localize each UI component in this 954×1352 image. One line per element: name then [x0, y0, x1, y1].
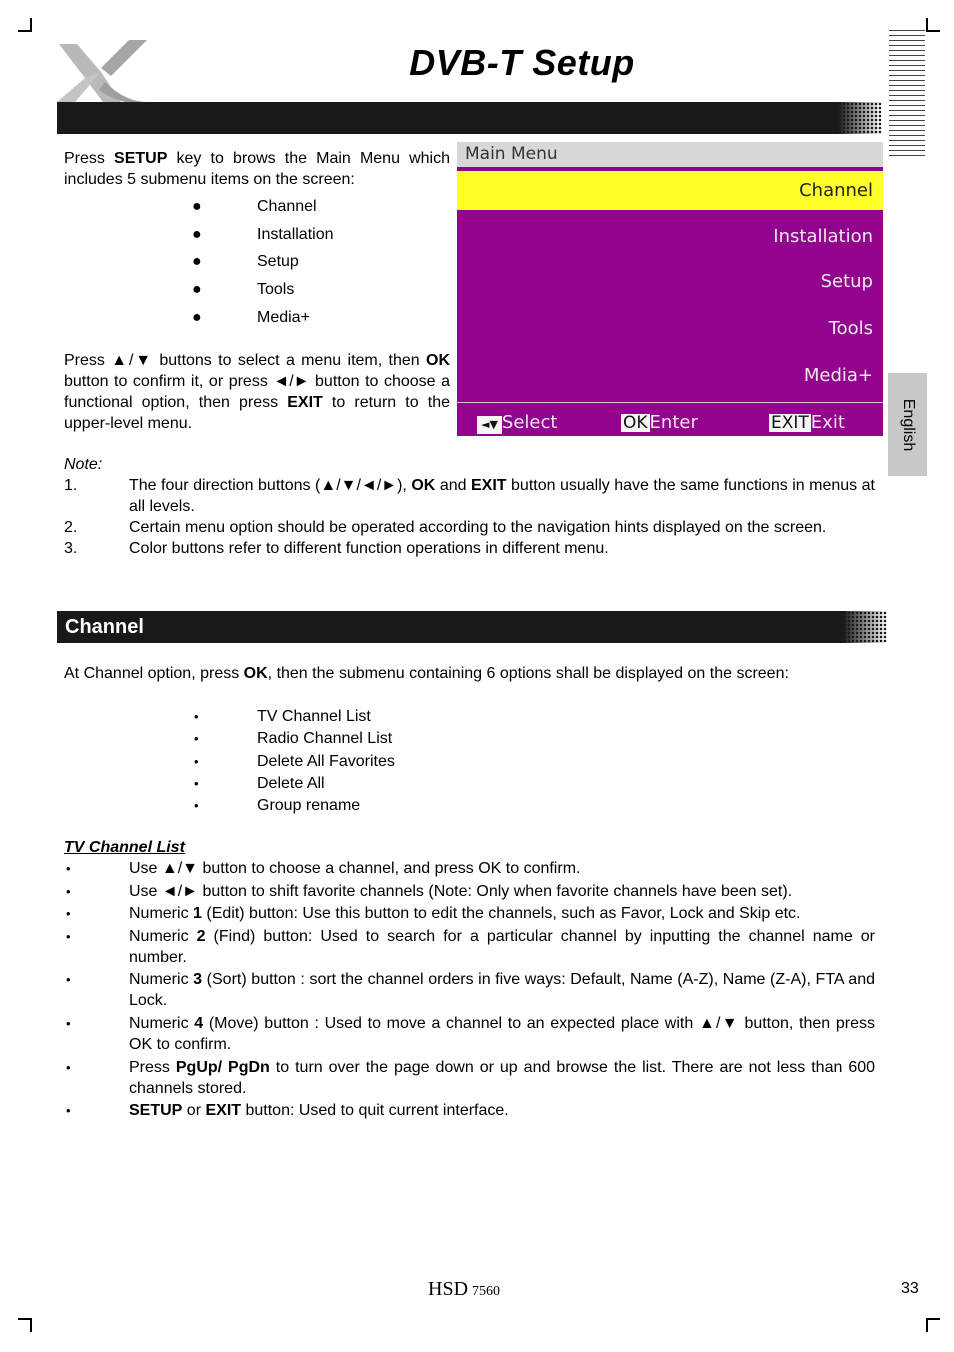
- list-item: • Use ◄/► button to shift favorite channels (Note: Only when favorite channels have been set).: [66, 882, 793, 900]
- page-number: 33: [901, 1280, 919, 1297]
- list-item: • SETUP or EXIT button: Used to quit current interface.: [66, 1102, 509, 1120]
- page-title: DVB-T Setup: [409, 42, 635, 83]
- menu-footer-enter: OK Enter: [623, 412, 698, 433]
- footer-brand: HSD 7560: [428, 1278, 501, 1300]
- list-item: • Numeric 4 (Move) button : Used to move a channel to an expected place with ▲/▼ button, then press OK to confirm.: [66, 1014, 875, 1053]
- menu-footer-exit: EXIT Exit: [771, 412, 845, 433]
- list-item: 2. Certain menu option should be operated according to the navigation hints displayed on the screen.: [64, 519, 827, 536]
- list-item: • Numeric 2 (Find) button: Used to search for a particular channel by inputting the channel name or number.: [66, 927, 875, 966]
- note-list: [64, 475, 875, 559]
- section-header-channel: [57, 611, 887, 643]
- menu-screen-item-setup: Setup: [820, 271, 873, 292]
- menu-screen-title: Main Menu: [457, 142, 883, 167]
- crop-mark-bottom-left: [18, 1318, 32, 1332]
- navigation-paragraph: Press ▲/▼ buttons to select a menu item, then OK button to confirm it, or press ◄/► button to choose a functional option, then press EXIT to return to the upper-level menu.: [64, 352, 450, 432]
- menu-screen-divider: [457, 402, 883, 403]
- menu-screen-item-installation: Installation: [773, 226, 873, 247]
- halftone-decoration: [838, 102, 882, 134]
- list-item: • Press PgUp/ PgDn to turn over the page down or up and browse the list. There are not less than 600 channels stored.: [66, 1058, 876, 1097]
- menu-screen-item-media: Media+: [803, 365, 873, 386]
- halftone-decoration: [843, 611, 887, 643]
- tv-channel-list-heading: TV Channel List: [64, 839, 185, 856]
- crop-mark-top-left: [18, 18, 32, 32]
- header-bar: [57, 102, 882, 134]
- intro-paragraph: Press SETUP key to brows the Main Menu which includes 5 submenu items on the screen:: [64, 150, 451, 188]
- channel-paragraph: At Channel option, press OK, then the submenu containing 6 options shall be displayed on the screen:: [64, 665, 789, 682]
- up-down-arrow-icon: ◄▼: [477, 416, 502, 434]
- menu-screen-item-channel: Channel: [799, 180, 873, 201]
- note-label: Note:: [64, 456, 103, 473]
- section-title: Channel: [65, 616, 144, 638]
- crop-mark-bottom-right: [926, 1318, 940, 1332]
- main-menu-screenshot: [457, 142, 883, 436]
- list-item: • Use ▲/▼ button to choose a channel, and press OK to confirm.: [66, 860, 581, 877]
- menu-footer-select: ◄▼ Select: [477, 412, 557, 434]
- list-item: 3. Color buttons refer to different function operations in different menu.: [64, 540, 609, 557]
- language-tab: English: [888, 373, 927, 476]
- list-item: • Numeric 3 (Sort) button : sort the channel orders in five ways: Default, Name (A-Z), Name (Z-A), FTA and Lock.: [66, 971, 875, 1010]
- tv-channel-list: [64, 858, 875, 1123]
- menu-screen-item-tools: Tools: [828, 318, 873, 339]
- crop-mark-top-right: [926, 18, 940, 32]
- list-item: • Numeric 1 (Edit) button: Use this button to edit the channels, such as Favor, Lock and Skip etc.: [66, 905, 801, 923]
- list-item: 1. The four direction buttons (▲/▼/◄/►), OK and EXIT button usually have the same functions in menus at all levels.: [64, 477, 875, 515]
